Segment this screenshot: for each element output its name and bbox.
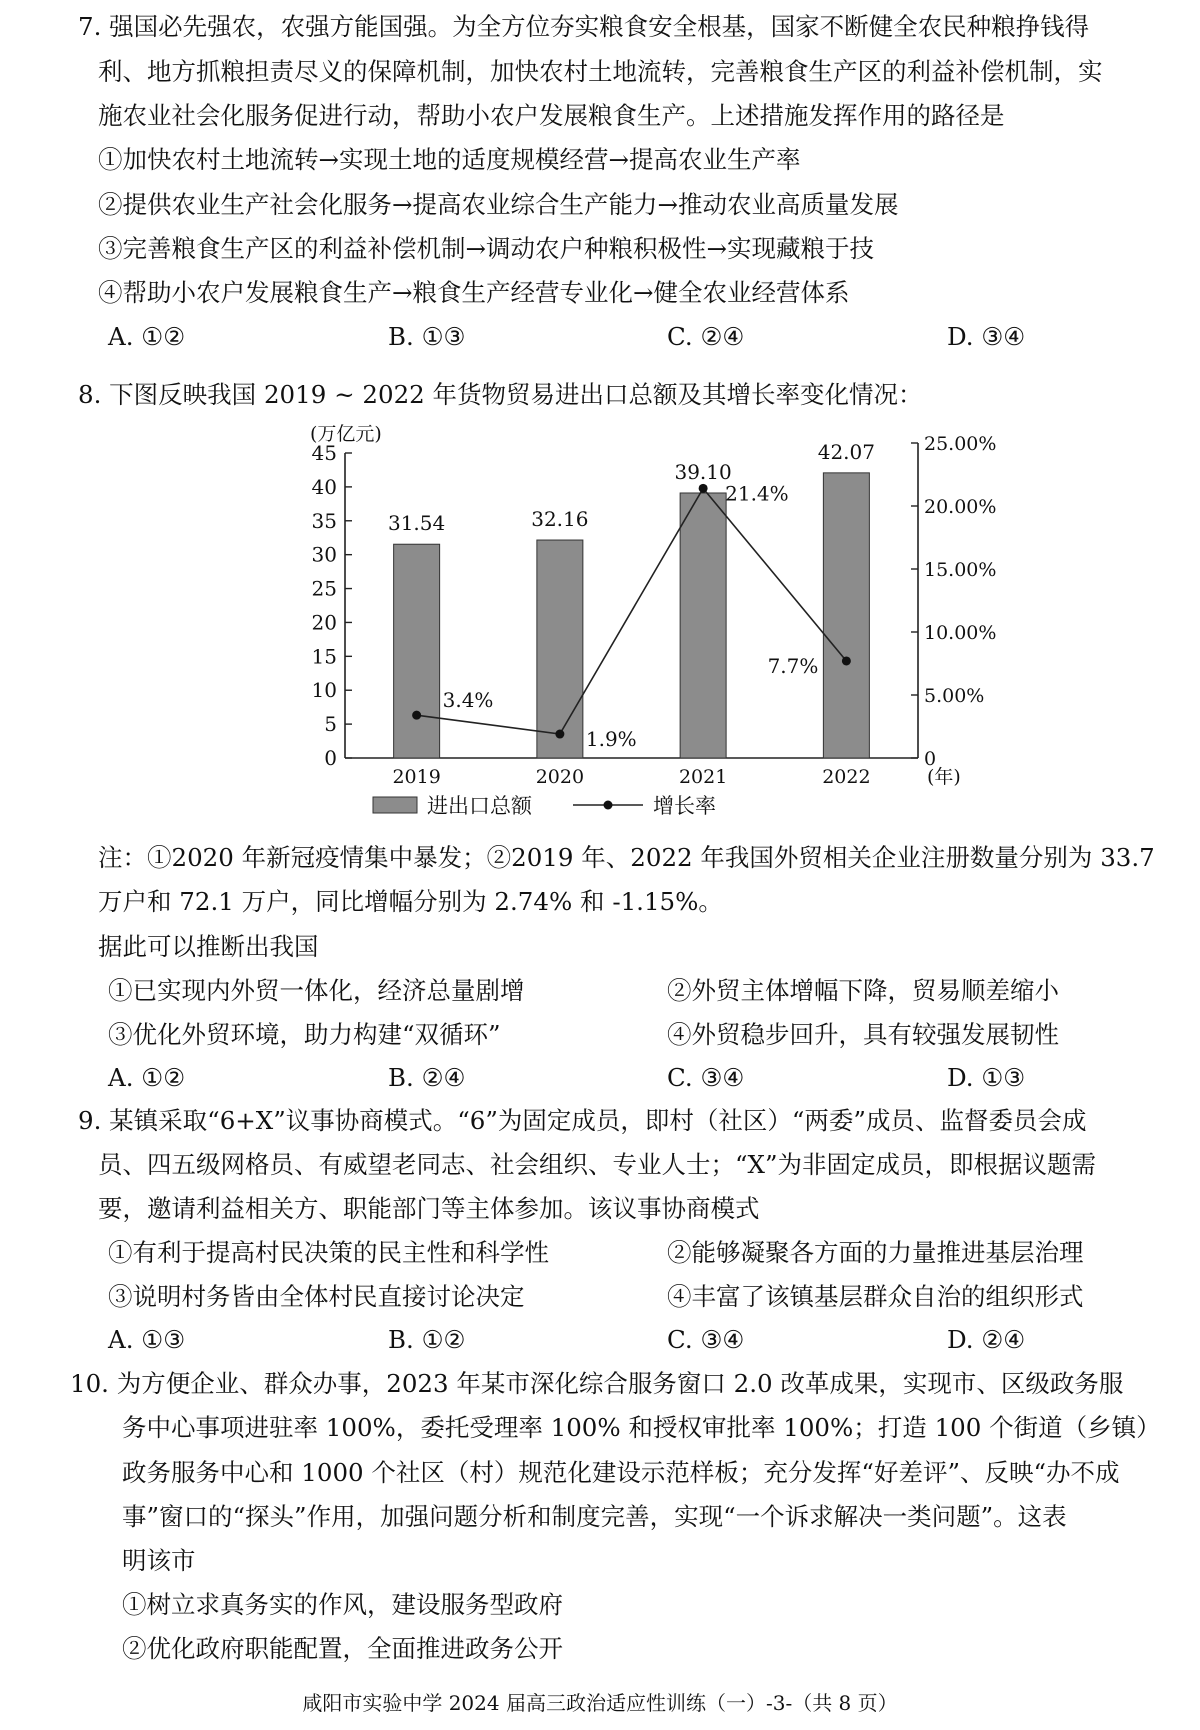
right-tick-label: 15.00% [924,559,997,581]
q7-option-a: A. ①② [108,322,186,351]
q8-intro: 8. 下图反映我国 2019 ~ 2022 年货物贸易进出口总额及其增长率变化情况： [78,380,923,409]
q8-option-c: C. ③④ [667,1063,745,1092]
left-tick-label: 0 [324,746,337,770]
q7-item-2: ②提供农业生产社会化服务→提高农业综合生产能力→推动农业高质量发展 [98,190,899,219]
bar-label-2019: 31.54 [387,511,446,536]
q9-option-b: B. ①② [388,1325,466,1354]
q7-stem-line-3: 施农业社会化服务促进行动，帮助小农户发展粮食生产。上述措施发挥作用的路径是 [98,101,1005,130]
q10-item-1: ①树立求真务实的作风，建设服务型政府 [122,1590,563,1619]
q8-item-3: ③优化外贸环境，助力构建“双循环” [108,1020,501,1049]
chart-legend [373,794,716,818]
q8-item-4: ④外贸稳步回升，具有较强发展韧性 [667,1020,1059,1049]
left-tick-label: 5 [324,712,337,737]
bar-2022 [823,473,869,758]
q10-stem-line-2: 务中心事项进驻率 100%，委托受理率 100% 和授权审批率 100%；打造 100 个街道（乡镇） [122,1413,1161,1442]
q7-item-3: ③完善粮食生产区的利益补偿机制→调动农户种粮积极性→实现藏粮于技 [98,234,875,263]
legend-bar-swatch [373,797,417,813]
q7-option-c: C. ②④ [667,322,745,351]
growth-point-2021 [699,484,708,493]
x-tick-label-2022: 2022 [822,766,871,788]
growth-point-2019 [412,711,421,720]
q10-stem-line-3: 政务服务中心和 1000 个社区（村）规范化建设示范样板；充分发挥“好差评”、反映“办不成 [122,1458,1120,1487]
q8-item-1: ①已实现内外贸一体化，经济总量剧增 [108,976,525,1005]
page-footer: 咸阳市实验中学 2024 届高三政治适应性训练（一）-3-（共 8 页） [302,1691,898,1715]
q9-item-2: ②能够凝聚各方面的力量推进基层治理 [667,1238,1084,1267]
legend-line-label: 增长率 [653,794,716,818]
q7-option-b: B. ①③ [388,322,466,351]
q7-option-d: D. ③④ [947,322,1026,351]
growth-point-2020 [555,730,564,739]
left-tick-label: 25 [311,576,337,601]
q10-stem-line-1: 10. 为方便企业、群众办事，2023 年某市深化综合服务窗口 2.0 改革成果，实现市、区级政务服 [70,1369,1124,1398]
q9-stem-line-1: 9. 某镇采取“6+X”议事协商模式。“6”为固定成员，即村（社区）“两委”成员、监督委员会成 [78,1106,1087,1135]
q8-note-line-1: 注：①2020 年新冠疫情集中暴发；②2019 年、2022 年我国外贸相关企业注册数量分别为 33.7 [98,843,1155,872]
trade-chart [275,410,997,820]
q9-option-d: D. ②④ [947,1325,1026,1354]
bar-label-2022: 42.07 [817,439,876,464]
chart-x-unit: (年) [927,766,961,788]
x-tick-label-2021: 2021 [678,766,728,788]
bar-label-2021: 39.10 [674,459,732,484]
right-tick-label: 5.00% [924,685,985,707]
chart-left-axis-label: (万亿元) [310,423,382,445]
right-tick-label: 25.00% [924,433,997,455]
right-tick-label: 0 [924,748,937,770]
left-tick-label: 20 [311,610,337,635]
growth-label-2021: 21.4% [725,481,789,506]
bar-label-2020: 32.16 [531,507,589,532]
q9-stem-line-2: 员、四五级网格员、有威望老同志、社会组织、专业人士；“X”为非固定成员，即根据议题需 [98,1150,1096,1179]
q7-stem-line-2: 利、地方抓粮担责尽义的保障机制，加快农村土地流转，完善粮食生产区的利益补偿机制，实 [98,57,1103,86]
q8-note-line-2: 万户和 72.1 万户，同比增幅分别为 2.74% 和 -1.15%。 [98,887,723,916]
growth-point-2022 [842,656,851,665]
q9-item-3: ③说明村务皆由全体村民直接讨论决定 [108,1282,525,1311]
growth-label-2019: 3.4% [442,688,494,713]
right-tick-label: 10.00% [924,622,997,644]
x-tick-label-2020: 2020 [535,766,585,788]
q10-stem-line-4: 事”窗口的“探头”作用，加强问题分析和制度完善，实现“一个诉求解决一类问题”。这表 [122,1502,1067,1531]
x-tick-label-2019: 2019 [392,766,441,788]
q8-option-a: A. ①② [108,1063,186,1092]
q9-option-a: A. ①③ [108,1325,186,1354]
right-tick-label: 20.00% [924,496,997,518]
chart-left-axis [312,441,352,770]
q8-option-b: B. ②④ [388,1063,466,1092]
q7-stem-line-1: 7. 强国必先强农，农强方能国强。为全方位夯实粮食安全根基，国家不断健全农民种粮挣钱得 [78,12,1090,41]
q7-item-4: ④帮助小农户发展粮食生产→粮食生产经营专业化→健全农业经营体系 [98,278,850,307]
q10-stem-line-5: 明该市 [122,1546,196,1575]
legend-bar-label: 进出口总额 [427,794,532,818]
q9-item-1: ①有利于提高村民决策的民主性和科学性 [108,1238,549,1267]
bar-2020 [537,540,583,758]
bar-2019 [394,544,440,758]
chart-right-axis [911,433,996,770]
q7-item-1: ①加快农村土地流转→实现土地的适度规模经营→提高农业生产率 [98,145,801,174]
left-tick-label: 45 [311,441,337,465]
left-tick-label: 30 [311,542,337,567]
q8-option-d: D. ①③ [947,1063,1026,1092]
q9-option-c: C. ③④ [667,1325,745,1354]
growth-label-2022: 7.7% [767,653,819,678]
left-tick-label: 40 [311,474,337,499]
q8-item-2: ②外贸主体增幅下降，贸易顺差缩小 [667,976,1059,1005]
bar-2021 [680,493,726,758]
q10-item-2: ②优化政府职能配置，全面推进政务公开 [122,1634,563,1663]
q8-stem: 据此可以推断出我国 [98,932,319,961]
left-tick-label: 15 [311,644,337,669]
legend-line-marker [604,801,613,810]
left-tick-label: 35 [311,508,337,533]
left-tick-label: 10 [311,678,337,703]
growth-label-2020: 1.9% [585,727,637,752]
q9-stem-line-3: 要，邀请利益相关方、职能部门等主体参加。该议事协商模式 [98,1194,760,1223]
q9-item-4: ④丰富了该镇基层群众自治的组织形式 [667,1282,1084,1311]
